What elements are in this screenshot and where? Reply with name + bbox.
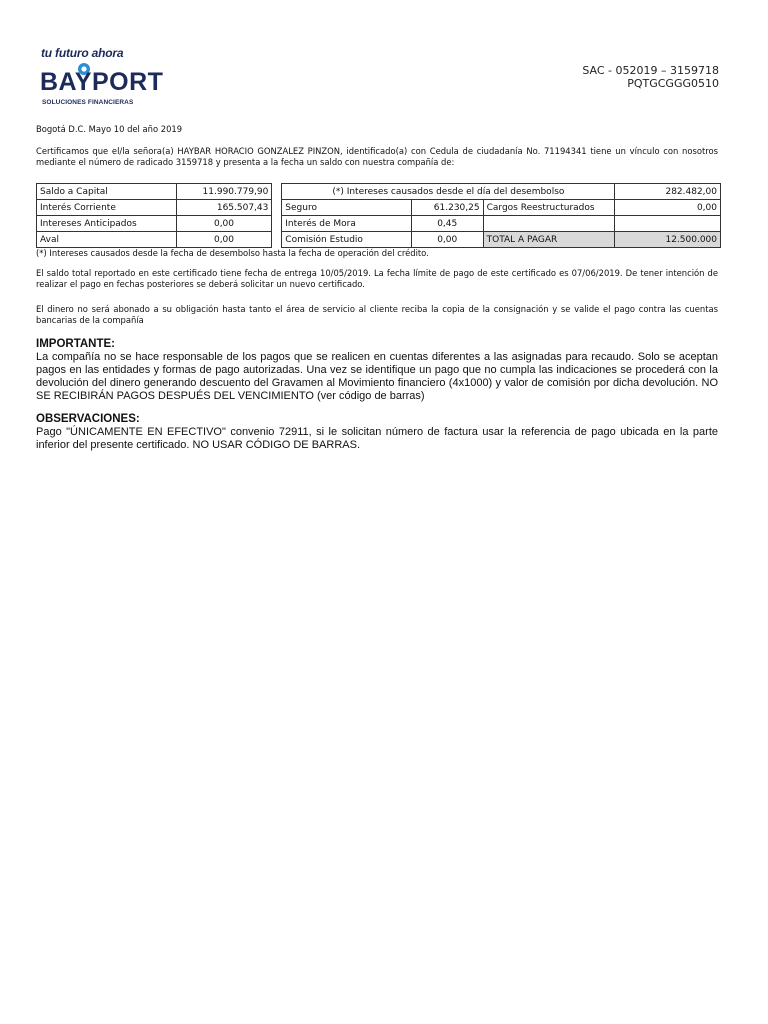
importante-heading: IMPORTANTE: <box>36 338 116 350</box>
table-row <box>37 216 721 232</box>
cargos-label: Cargos Reestructurados <box>483 200 615 216</box>
payment-validation-paragraph: El dinero no será abonado a su obligación hasta tanto el área de servicio al cliente reciba la copia de la consignación y se valide el pago contra las cuentas bancarias de la compañía <box>36 304 718 325</box>
aval-value: 0,00 <box>176 232 272 248</box>
table-row <box>37 184 721 200</box>
mora-value: 0,45 <box>411 216 483 232</box>
total-value: 12.500.000 <box>615 232 721 248</box>
anticipados-value: 0,00 <box>176 216 272 232</box>
aval-label: Aval <box>37 232 177 248</box>
saldo-capital-label: Saldo a Capital <box>37 184 177 200</box>
table-row <box>37 232 721 248</box>
reference-block <box>582 64 719 90</box>
intereses-causados-label: (*) Intereses causados desde el día del desembolso <box>282 184 615 200</box>
saldo-capital-value: 11.990.779,90 <box>176 184 272 200</box>
payment-reference: PQTGCGGG0510 <box>627 77 719 90</box>
importante-text: La compañía no se hace responsable de los pagos que se realicen en cuentas diferentes a las asignadas para recaudo. Solo se aceptan pagos en las entidades y formas de pago autorizadas. Una vez se identifique un pago que no cumpla las indicaciones se procederá con la devolución del dinero generando descuento del Gravamen al Movimiento financiero (4x1000) y valor de comisión por dicha devolución. NO SE RECIBIRÁN PAGOS DESPUÉS DEL VENCIMIENTO (ver código de barras) <box>36 351 718 402</box>
cargos-value: 0,00 <box>615 200 721 216</box>
total-label: TOTAL A PAGAR <box>483 232 615 248</box>
comision-label: Comisión Estudio <box>282 232 412 248</box>
intereses-causados-value: 282.482,00 <box>615 184 721 200</box>
bayport-logo <box>40 62 170 110</box>
observaciones-heading: OBSERVACIONES: <box>36 413 140 425</box>
slogan: tu futuro ahora <box>41 46 124 60</box>
table-row <box>37 200 721 216</box>
certification-text: Certificamos que el/la señora(a) HAYBAR HORACIO GONZALEZ PINZON, identificado(a) con Cedula de ciudadanía No. 71194341 tiene un vínculo con nosotros mediante el número de radicado 3159718 y presenta a la fecha un saldo con nuestra compañía de: <box>36 146 718 167</box>
sac-reference: SAC - 052019 – 3159718 <box>582 64 719 77</box>
delivery-date-paragraph: El saldo total reportado en este certificado tiene fecha de entrega 10/05/2019. La fecha límite de pago de este certificado es 07/06/2019. De tener intención de realizar el pago en fechas posteriores se deberá solicitar un nuevo certificado. <box>36 268 718 289</box>
seguro-label: Seguro <box>282 200 412 216</box>
brand-subtitle: SOLUCIONES FINANCIERAS <box>42 99 134 106</box>
comision-value: 0,00 <box>411 232 483 248</box>
document-date: Bogotá D.C. Mayo 10 del año 2019 <box>36 124 183 134</box>
mora-label: Interés de Mora <box>282 216 412 232</box>
seguro-value: 61.230,25 <box>411 200 483 216</box>
footnote: (*) Intereses causados desde la fecha de desembolso hasta la fecha de operación del crédito. <box>36 248 429 258</box>
anticipados-label: Intereses Anticipados <box>37 216 177 232</box>
observaciones-text: Pago "ÚNICAMENTE EN EFECTIVO" convenio 72911, si le solicitan número de factura usar la referencia de pago ubicada en la parte inferior del presente certificado. NO USAR CÓDIGO DE BARRAS. <box>36 426 718 451</box>
interes-corriente-value: 165.507,43 <box>176 200 272 216</box>
brand-name: BAYPORT <box>40 68 164 96</box>
interes-corriente-label: Interés Corriente <box>37 200 177 216</box>
balance-table <box>36 183 721 248</box>
